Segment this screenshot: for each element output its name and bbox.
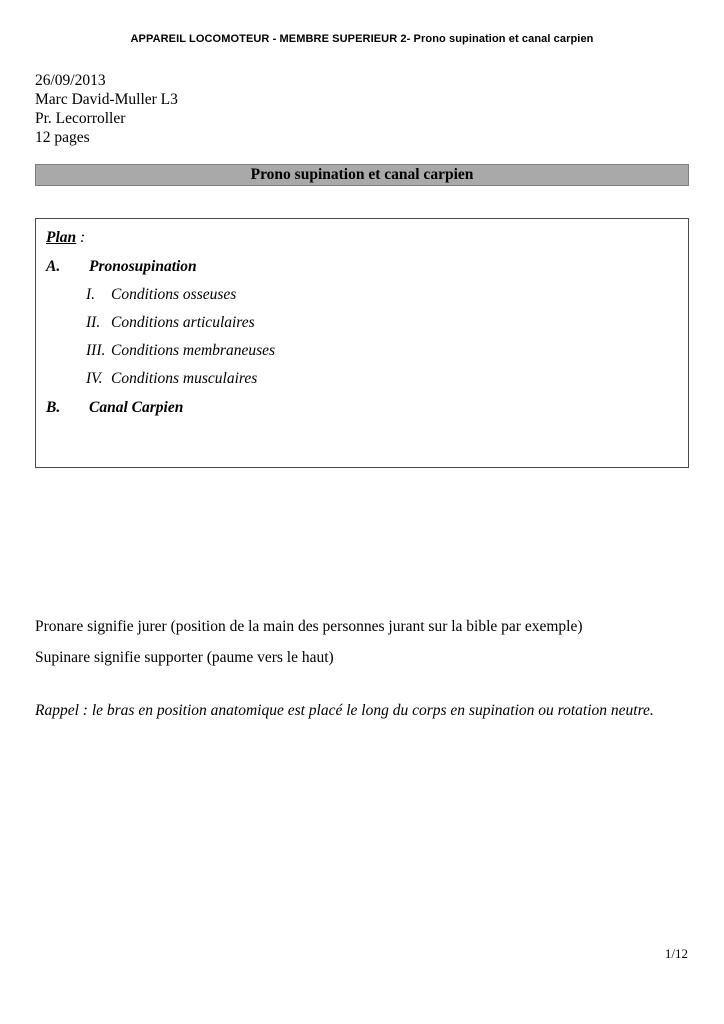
document-header (0, 0, 724, 45)
plan-sub-item-label: Conditions osseuses (111, 286, 237, 303)
body-paragraph-pronare: Pronare signifie jurer (position de la main des personnes jurant sur la bible par exemple) (35, 618, 583, 635)
plan-sub-item-label: Conditions membraneuses (111, 342, 276, 359)
plan-heading-colon: : (76, 229, 86, 246)
plan-section-a-title: Pronosupination (89, 258, 197, 275)
plan-box (35, 218, 689, 468)
meta-date: 26/09/2013 (35, 72, 106, 89)
banner-title: Prono supination et canal carpien (250, 166, 474, 183)
plan-sub-item-label: Conditions articulaires (111, 314, 255, 331)
meta-block (35, 71, 689, 147)
plan-sub-item-marker: III. (86, 342, 106, 359)
page-number: 1/12 (664, 946, 688, 961)
plan-section-b (46, 398, 678, 417)
plan-sub-item-label: Conditions musculaires (111, 370, 258, 387)
plan-section-b-title: Canal Carpien (89, 399, 184, 416)
plan-heading-word: Plan (46, 229, 77, 246)
plan-heading (46, 228, 678, 247)
plan-section-a (46, 257, 678, 276)
meta-professor: Pr. Lecorroller (35, 110, 126, 127)
plan-sub-item-marker: I. (86, 286, 96, 303)
meta-page-count: 12 pages (35, 129, 90, 146)
title-banner (35, 164, 689, 186)
header-title: APPAREIL LOCOMOTEUR - MEMBRE SUPERIEUR 2- Prono supination et canal carpien (130, 33, 594, 45)
meta-author: Marc David-Muller L3 (35, 91, 178, 108)
plan-sub-item-marker: IV. (86, 370, 103, 387)
plan-sub-item (86, 313, 678, 332)
plan-sub-item (86, 369, 678, 388)
plan-sub-item-marker: II. (86, 314, 101, 331)
body-note-rappel: Rappel : le bras en position anatomique est placé le long du corps en supination ou rotation neutre. (35, 702, 654, 719)
plan-section-a-marker: A. (46, 258, 61, 275)
plan-section-b-marker: B. (46, 399, 61, 416)
plan-sub-item (86, 341, 678, 360)
body-paragraph-supinare: Supinare signifie supporter (paume vers le haut) (35, 649, 334, 666)
plan-sub-item (86, 285, 678, 304)
